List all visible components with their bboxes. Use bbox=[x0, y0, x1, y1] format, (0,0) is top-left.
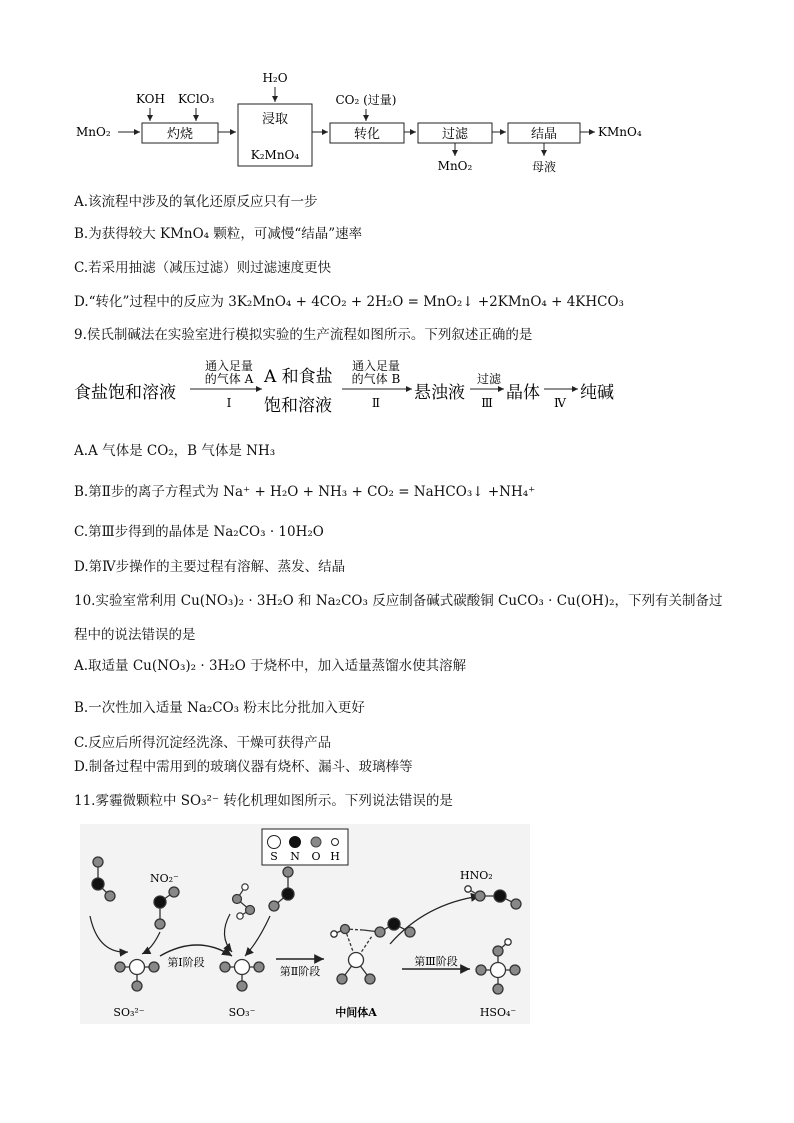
q11-stem: 11.雾霾微颗粒中 SO₃²⁻ 转化机理如图所示。下列说法错误的是 bbox=[74, 793, 453, 809]
flow-box-filter-label: 过滤 bbox=[441, 127, 469, 142]
label-hso4-minus: HSO₄⁻ bbox=[479, 1006, 517, 1019]
q9-stem: 9.侯氏制碱法在实验室进行模拟实验的生产流程如图所示。下列叙述正确的是 bbox=[74, 327, 533, 343]
flow-box-burn-label: 灼烧 bbox=[166, 127, 194, 142]
flow-box-crystal-label: 结晶 bbox=[530, 127, 558, 142]
label-intermediate-a: 中间体A bbox=[335, 1006, 377, 1019]
q9-crystal: 晶体 bbox=[506, 383, 540, 403]
flow-co2: CO₂ (过量) bbox=[335, 93, 397, 107]
flow-out-mno2: MnO₂ bbox=[437, 159, 473, 173]
q9-option-b: B.第Ⅱ步的离子方程式为 Na⁺ + H₂O + NH₃ + CO₂ = NaHCO₃↓ +NH₄⁺ bbox=[74, 484, 536, 500]
q8-option-b: B.为获得较大 KMnO₄ 颗粒，可减慢“结晶”速率 bbox=[74, 226, 363, 242]
legend-o: O bbox=[311, 850, 321, 863]
q9-option-c: C.第Ⅲ步得到的晶体是 Na₂CO₃ · 10H₂O bbox=[74, 524, 324, 540]
q8-option-d: D.“转化”过程中的反应为 3K₂MnO₄ + 4CO₂ + 2H₂O = MnO₂↓ +2KMnO₄ + 4KHCO₃ bbox=[74, 294, 624, 310]
q9-option-a: A.A 气体是 CO₂，B 气体是 NH₃ bbox=[74, 443, 276, 459]
q8-option-c: C.若采用抽滤（减压过滤）则过滤速度更快 bbox=[74, 260, 332, 276]
flow-h2o: H₂O bbox=[262, 71, 288, 85]
q9-arrow2-bottom: Ⅱ bbox=[371, 396, 381, 410]
q9-arrow3-bottom: Ⅲ bbox=[481, 396, 493, 410]
flow-kclo3: KClO₃ bbox=[178, 92, 215, 106]
q9-arrow3-top: 过滤 bbox=[476, 372, 502, 386]
q9-end: 纯碱 bbox=[580, 383, 614, 403]
q9-arrow1-bottom: Ⅰ bbox=[226, 396, 232, 410]
legend-h: H bbox=[330, 850, 340, 863]
q10-stem-line2: 程中的说法错误的是 bbox=[74, 627, 196, 643]
q10-option-d: D.制备过程中需用到的玻璃仪器有烧杯、漏斗、玻璃棒等 bbox=[74, 759, 413, 775]
flow-mno2-in: MnO₂ bbox=[76, 125, 111, 139]
label-so3-minus: SO₃⁻ bbox=[228, 1006, 256, 1019]
q9-suspension: 悬浊液 bbox=[414, 383, 465, 403]
q9-arrow2-top1: 通入足量 bbox=[351, 359, 401, 373]
q9-option-d: D.第Ⅳ步操作的主要过程有溶解、蒸发、结晶 bbox=[74, 559, 346, 575]
legend-s: S bbox=[270, 850, 278, 863]
q9-start: 食盐饱和溶液 bbox=[74, 383, 176, 403]
label-no2: NO₂⁻ bbox=[150, 872, 179, 885]
flow-out-mother: 母液 bbox=[531, 160, 557, 174]
q8-option-a: A.该流程中涉及的氧化还原反应只有一步 bbox=[74, 194, 318, 210]
q11-mechanism-diagram bbox=[80, 824, 530, 1024]
flow-product: KMnO₄ bbox=[598, 125, 642, 139]
q10-option-b: B.一次性加入适量 Na₂CO₃ 粉末比分批加入更好 bbox=[74, 700, 365, 716]
flow-box-leach-label: 浸取 bbox=[261, 112, 289, 127]
q10-stem-line1: 10.实验室常利用 Cu(NO₃)₂ · 3H₂O 和 Na₂CO₃ 反应制备碱式碳酸铜 CuCO₃ · Cu(OH)₂，下列有关制备过 bbox=[74, 593, 723, 609]
flow-koh: KOH bbox=[136, 92, 165, 106]
label-stage1: 第Ⅰ阶段 bbox=[167, 956, 205, 969]
legend-n: N bbox=[290, 850, 300, 863]
q10-option-c: C.反应后所得沉淀经洗涤、干燥可获得产品 bbox=[74, 735, 332, 751]
q9-flow-diagram bbox=[72, 356, 632, 416]
label-hno2: HNO₂ bbox=[460, 869, 493, 882]
flow-box-leach-sub: K₂MnO₄ bbox=[250, 148, 300, 162]
q9-arrow4-bottom: Ⅳ bbox=[554, 396, 566, 410]
q11-legend bbox=[262, 829, 348, 865]
q9-mid-top: A 和食盐 bbox=[264, 367, 333, 387]
q9-mid-bottom: 饱和溶液 bbox=[264, 396, 332, 416]
q9-arrow1-top1: 通入足量 bbox=[204, 359, 254, 373]
label-stage3: 第Ⅲ阶段 bbox=[414, 955, 458, 968]
q10-option-a: A.取适量 Cu(NO₃)₂ · 3H₂O 于烧杯中，加入适量蒸馏水使其溶解 bbox=[74, 658, 467, 674]
label-so3-2minus: SO₃²⁻ bbox=[113, 1006, 145, 1019]
q9-arrow1-top2: 的气体 A bbox=[204, 372, 254, 386]
q8-flow-diagram bbox=[70, 68, 650, 178]
q9-arrow2-top2: 的气体 B bbox=[351, 372, 401, 386]
flow-box-convert-label: 转化 bbox=[353, 127, 381, 142]
label-stage2: 第Ⅱ阶段 bbox=[279, 965, 321, 978]
